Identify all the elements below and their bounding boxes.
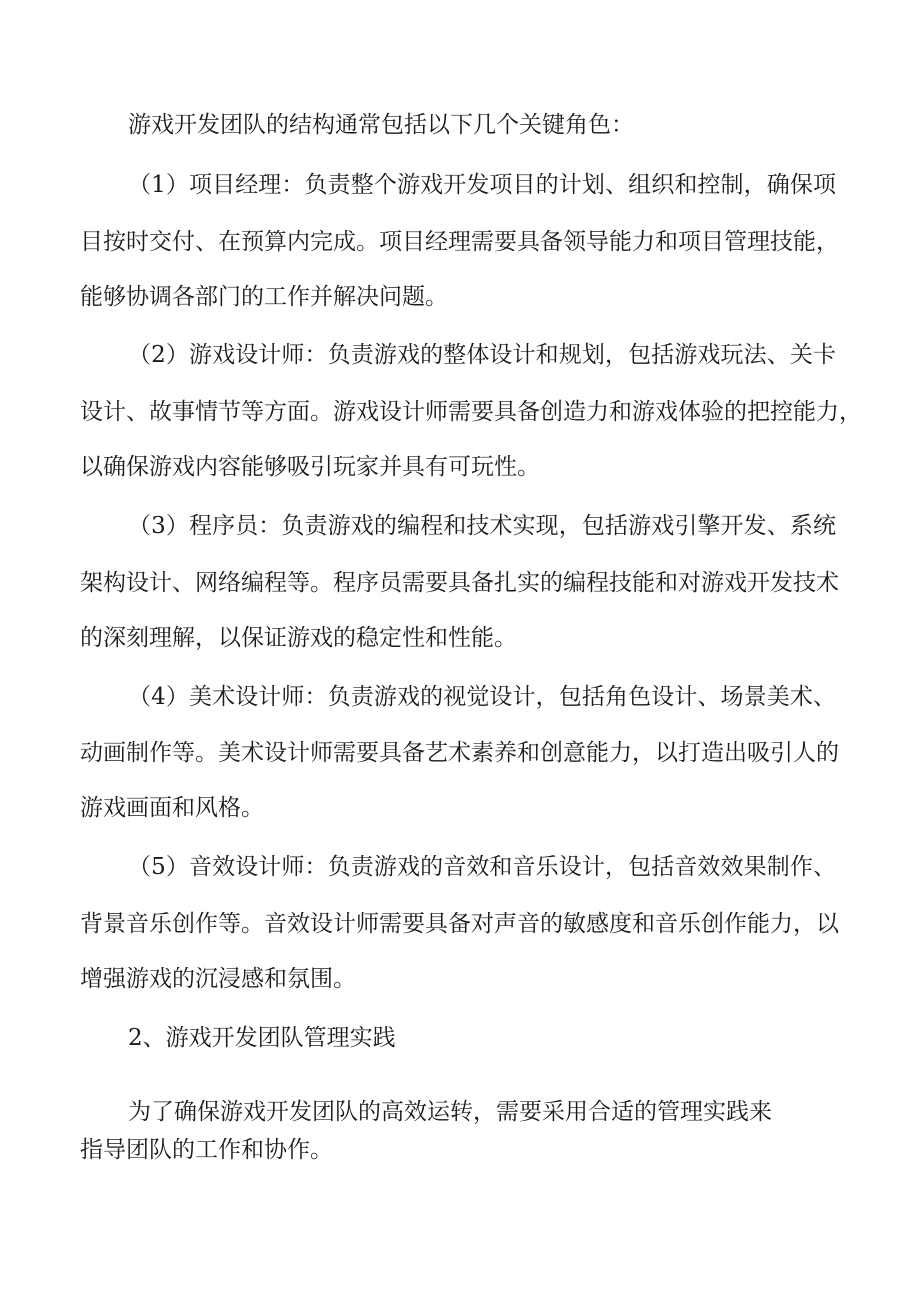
role-4-line-1: （4）美术设计师：负责游戏的视觉设计，包括角色设计、场景美术、 <box>128 684 836 710</box>
role-3-line-2: 架构设计、网络编程等。程序员需要具备扎实的编程技能和对游戏开发技术 <box>80 570 839 596</box>
role-5-line-1: （5）音效设计师：负责游戏的音效和音乐设计，包括音效效果制作、 <box>128 854 836 880</box>
role-5-line-2: 背景音乐创作等。音效设计师需要具备对声音的敏感度和音乐创作能力，以 <box>80 911 839 937</box>
role-4-line-3: 游戏画面和风格。 <box>80 795 264 821</box>
role-1-line-3: 能够协调各部门的工作并解决问题。 <box>80 284 448 310</box>
closing-line-2: 指导团队的工作和协作。 <box>80 1137 333 1163</box>
role-2-line-3: 以确保游戏内容能够吸引玩家并具有可玩性。 <box>80 454 540 480</box>
role-3-line-1: （3）程序员：负责游戏的编程和技术实现，包括游戏引擎开发、系统 <box>128 513 836 539</box>
role-5-line-3: 增强游戏的沉浸感和氛围。 <box>80 966 356 992</box>
role-4-line-2: 动画制作等。美术设计师需要具备艺术素养和创意能力，以打造出吸引人的 <box>80 740 839 766</box>
role-1-line-2: 目按时交付、在预算内完成。项目经理需要具备领导能力和项目管理技能， <box>80 229 839 255</box>
role-1-line-1: （1）项目经理：负责整个游戏开发项目的计划、组织和控制，确保项 <box>128 172 836 198</box>
section-heading: 2、游戏开发团队管理实践 <box>128 1025 396 1051</box>
role-2-line-1: （2）游戏设计师：负责游戏的整体设计和规划，包括游戏玩法、关卡 <box>128 342 836 368</box>
intro-paragraph: 游戏开发团队的结构通常包括以下几个关键角色： <box>128 112 634 138</box>
role-3-line-3: 的深刻理解，以保证游戏的稳定性和性能。 <box>80 625 517 651</box>
role-2-line-2: 设计、故事情节等方面。游戏设计师需要具备创造力和游戏体验的把控能力， <box>80 399 862 425</box>
closing-line-1: 为了确保游戏开发团队的高效运转，需要采用合适的管理实践来 <box>128 1099 772 1125</box>
